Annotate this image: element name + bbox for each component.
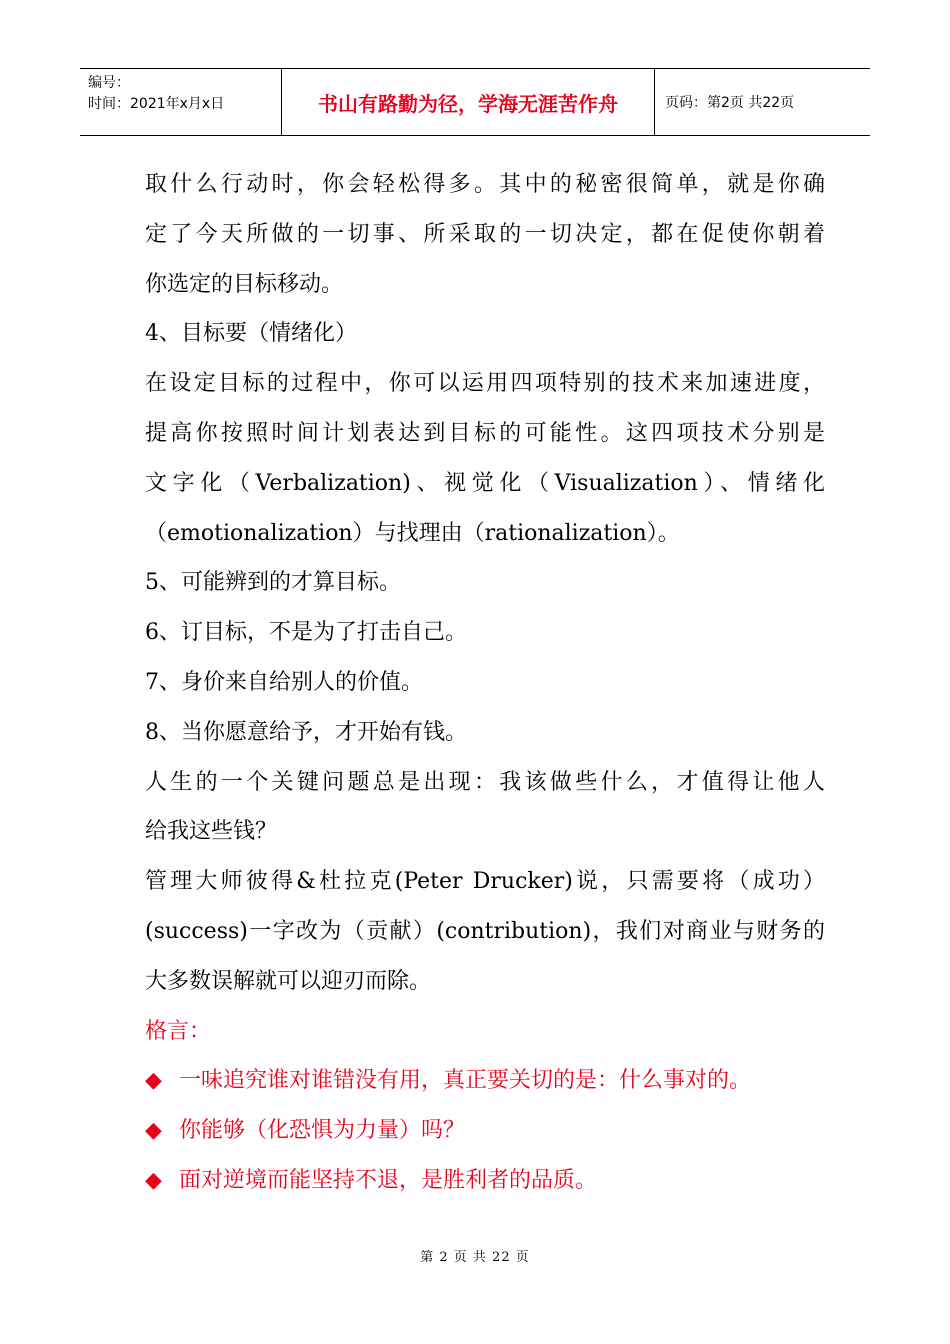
maxim-item [145,1106,825,1156]
body-line: 定了今天所做的一切事、所采取的一切决定，都在促使你朝着 [145,221,825,247]
section-heading: 6、订目标，不是为了打击自己。 [145,620,467,646]
document-body [145,160,825,1206]
maxim-text: 面对逆境而能坚持不退，是胜利者的品质。 [179,1167,598,1193]
section-heading: 5、可能辨到的才算目标。 [145,570,401,596]
body-line: 提高你按照时间计划表达到目标的可能性。这四项技术分别是 [145,420,825,446]
body-line: 人生的一个关键问题总是出现：我该做些什么，才值得让他人 [145,769,825,795]
maxim-item [145,1056,825,1106]
maxims-heading: 格言： [145,1018,212,1044]
section-heading: 4、目标要（情绪化） [145,321,357,347]
header-page-label: 页码：第2页 共22页 [665,95,795,111]
body-line: 你选定的目标移动。 [145,271,344,297]
body-line: （emotionalization）与找理由（rationalization）。 [145,520,680,546]
maxim-text: 一味追究谁对谁错没有用，真正要关切的是：什么事对的。 [179,1068,752,1094]
diamond-bullet-icon: ◆ [145,1118,162,1144]
body-line: 在设定目标的过程中，你可以运用四项特别的技术来加速进度， [145,371,825,397]
body-line: 文字化（Verbalization)、视觉化（Visualization）、情绪化 [145,470,825,496]
body-line: 大多数误解就可以迎刃而除。 [145,968,432,994]
diamond-bullet-icon: ◆ [145,1167,162,1193]
page-footer: 第 2 页 共 22 页 [420,1250,530,1265]
header-motto-cell [282,69,655,135]
document-time-label: 时间：2021年x月x日 [88,96,225,112]
header-meta [80,69,282,135]
body-line: 管理大师彼得&杜拉克(Peter Drucker)说，只需要将（成功） [145,869,825,895]
section-heading: 7、身价来自给别人的价值。 [145,669,423,695]
body-line: (success)一字改为（贡献）(contribution)，我们对商业与财务的 [145,918,825,944]
section-heading: 8、当你愿意给予，才开始有钱。 [145,719,467,745]
header-motto: 书山有路勤为径，学海无涯苦作舟 [318,91,618,116]
document-number-label: 编号： [88,75,130,91]
maxim-text: 你能够（化恐惧为力量）吗？ [179,1118,466,1144]
body-line: 给我这些钱？ [145,819,278,845]
diamond-bullet-icon: ◆ [145,1068,162,1094]
page-header [80,68,870,136]
maxim-item [145,1156,825,1206]
header-page-cell [655,69,870,135]
body-line: 取什么行动时，你会轻松得多。其中的秘密很简单，就是你确 [145,172,825,197]
